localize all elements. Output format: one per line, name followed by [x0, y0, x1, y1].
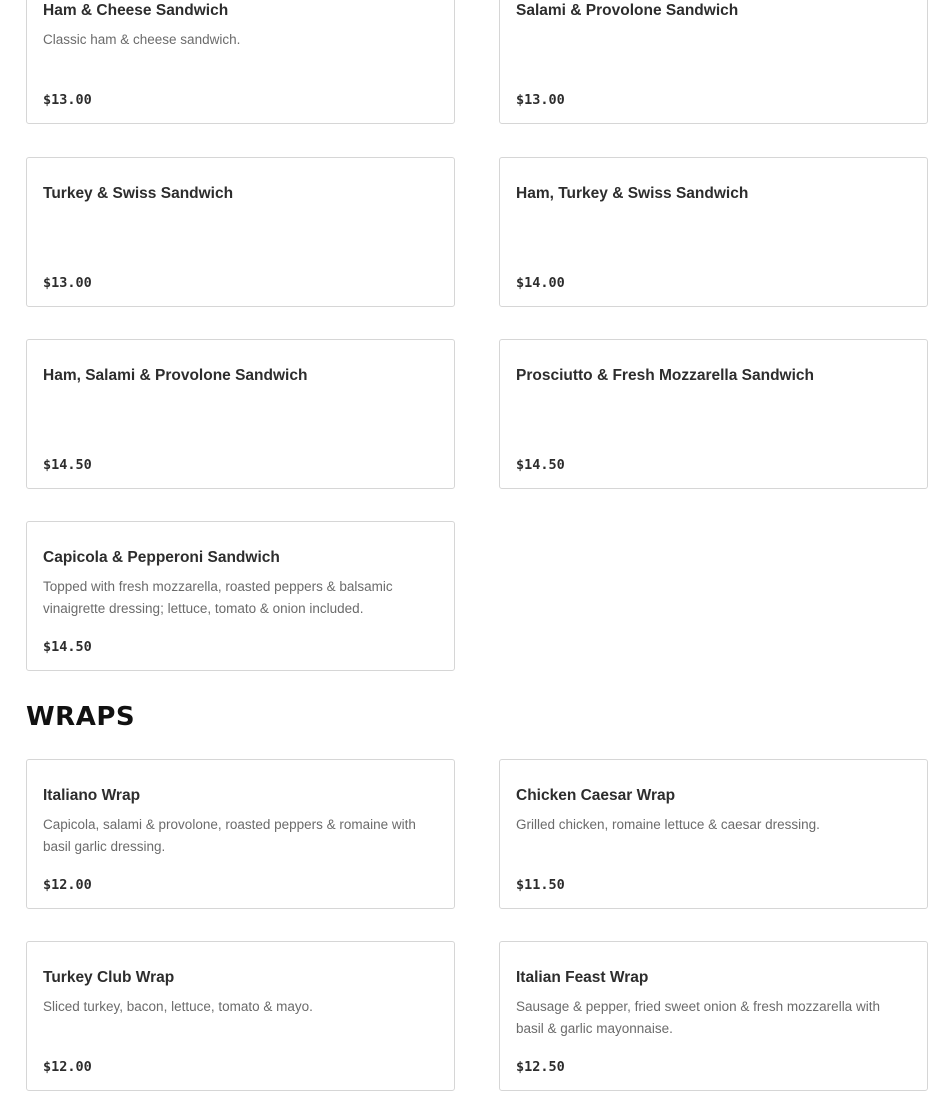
section-title-wraps: WRAPS — [26, 702, 136, 732]
menu-item-name: Turkey & Swiss Sandwich — [43, 185, 234, 202]
menu-item-card[interactable] — [26, 759, 455, 909]
menu-item-name: Ham & Cheese Sandwich — [43, 2, 229, 19]
menu-item-description: Topped with fresh mozzarella, roasted peppers & balsamic vinaigrette dressing; lettuce, tomato & onion included. — [43, 579, 393, 616]
menu-item-price: $12.00 — [43, 877, 92, 893]
menu-item-price: $13.00 — [43, 92, 92, 108]
menu-item-name: Ham, Turkey & Swiss Sandwich — [516, 185, 749, 202]
menu-item-name: Prosciutto & Fresh Mozzarella Sandwich — [516, 367, 815, 384]
menu-item-name: Italiano Wrap — [43, 787, 141, 804]
menu-item-price: $12.50 — [516, 1059, 565, 1075]
menu-item-description: Capicola, salami & provolone, roasted peppers & romaine with basil garlic dressing. — [43, 817, 416, 854]
menu-item-price: $11.50 — [516, 877, 565, 893]
menu-item-card[interactable] — [26, 0, 455, 124]
menu-item-card[interactable] — [499, 339, 928, 489]
menu-item-card[interactable] — [26, 941, 455, 1091]
menu-item-description: Sliced turkey, bacon, lettuce, tomato & mayo. — [43, 999, 313, 1014]
menu-item-description: Grilled chicken, romaine lettuce & caesar dressing. — [516, 817, 820, 832]
menu-item-name: Italian Feast Wrap — [516, 969, 649, 986]
menu-item-price: $13.00 — [43, 275, 92, 291]
menu-item-card[interactable] — [26, 157, 455, 307]
menu-item-name: Turkey Club Wrap — [43, 969, 175, 986]
menu-item-price: $12.00 — [43, 1059, 92, 1075]
menu-item-card[interactable] — [26, 521, 455, 671]
menu-item-name: Salami & Provolone Sandwich — [516, 2, 739, 19]
menu-item-name: Ham, Salami & Provolone Sandwich — [43, 367, 308, 384]
menu-item-price: $14.00 — [516, 275, 565, 291]
menu-item-price: $14.50 — [43, 639, 92, 655]
menu-item-card[interactable] — [499, 941, 928, 1091]
menu-item-name: Capicola & Pepperoni Sandwich — [43, 549, 280, 566]
menu-item-description: Classic ham & cheese sandwich. — [43, 32, 241, 47]
menu-item-price: $14.50 — [43, 457, 92, 473]
menu-item-description: Sausage & pepper, fried sweet onion & fresh mozzarella with basil & garlic mayonnaise. — [516, 999, 880, 1036]
menu-item-card[interactable] — [499, 759, 928, 909]
menu-item-card[interactable] — [499, 0, 928, 124]
menu-item-price: $13.00 — [516, 92, 565, 108]
menu-item-card[interactable] — [26, 339, 455, 489]
menu-item-name: Chicken Caesar Wrap — [516, 787, 676, 804]
menu-item-price: $14.50 — [516, 457, 565, 473]
menu-item-card[interactable] — [499, 157, 928, 307]
